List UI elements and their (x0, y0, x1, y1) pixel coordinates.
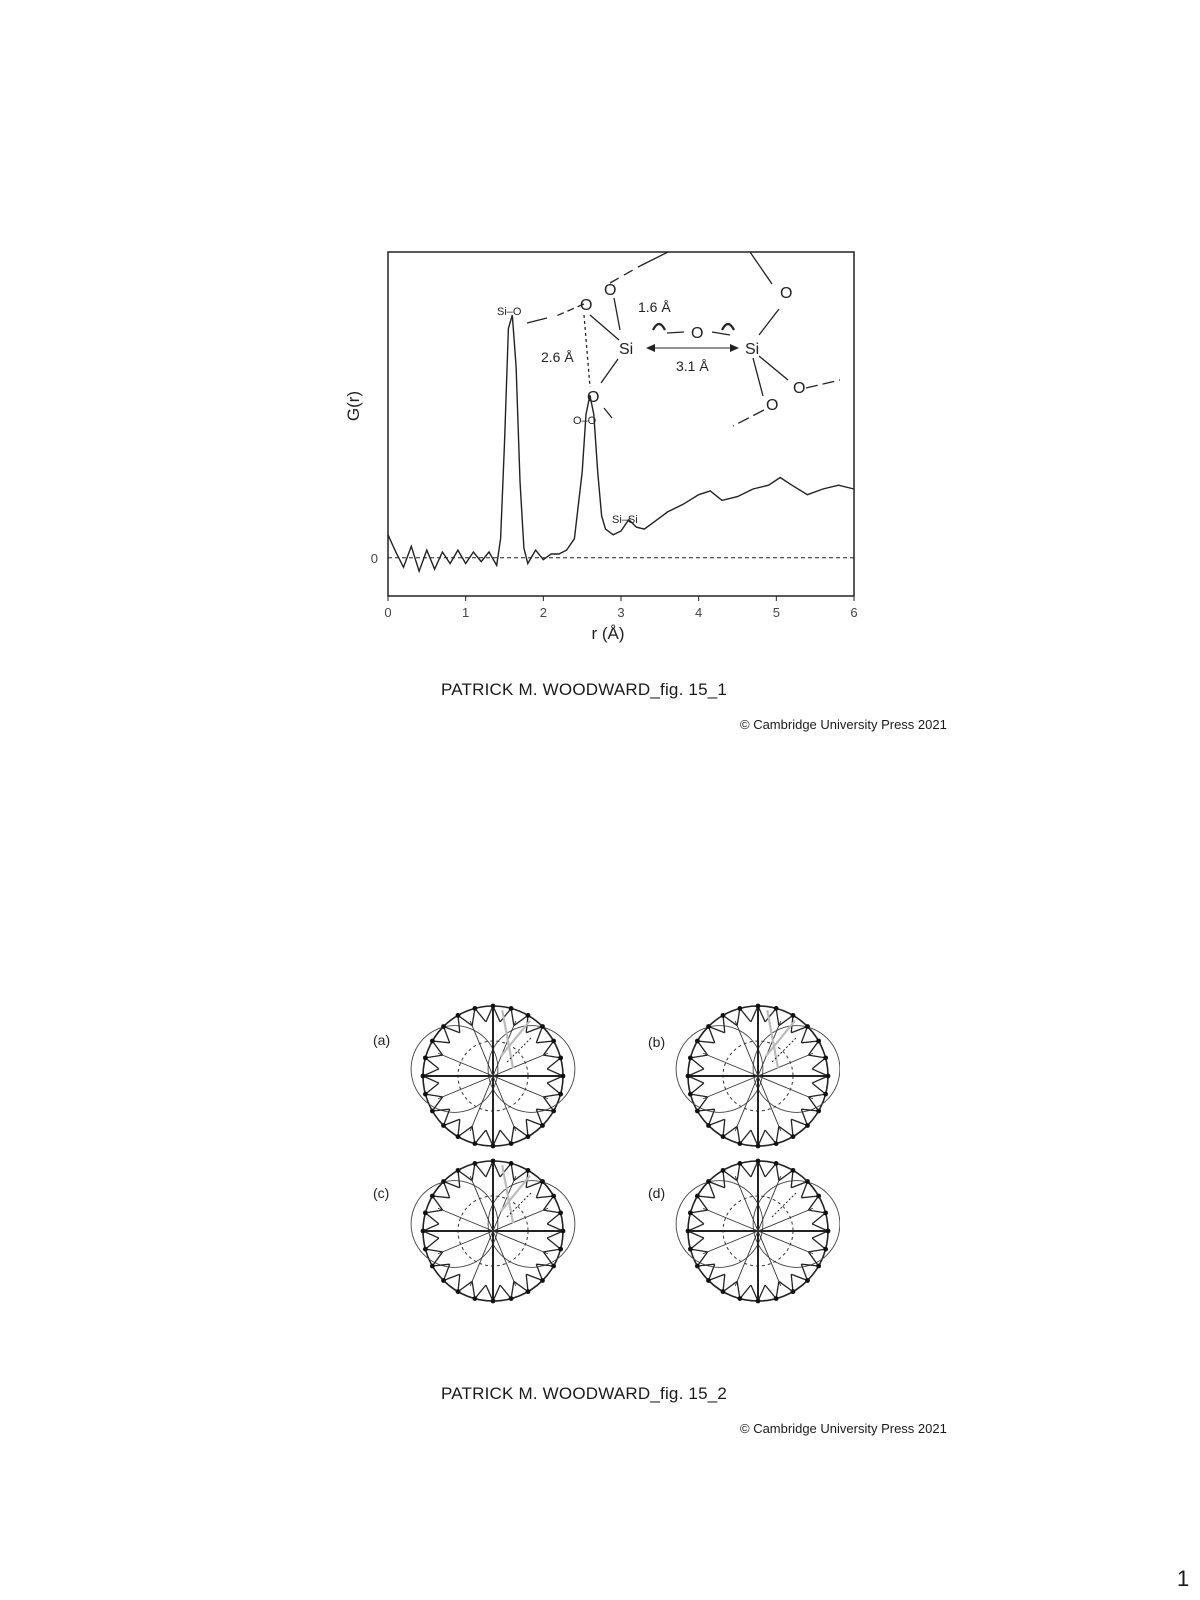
edge-line (432, 1264, 449, 1266)
pole-dot (805, 1123, 810, 1128)
pole-dot (540, 1024, 545, 1029)
edge-line (486, 1130, 493, 1146)
pole-dot (686, 1074, 691, 1079)
peak-label-si-si: Si–Si (612, 514, 638, 526)
pole-dot (823, 1092, 828, 1097)
edge-line (425, 1249, 442, 1252)
pole-dot (688, 1092, 693, 1097)
x-tick-label: 3 (617, 605, 625, 620)
oxygen-atom-label: O (766, 397, 779, 414)
pole-dot (823, 1055, 828, 1060)
edge-line (547, 1058, 560, 1069)
pole-dot (695, 1109, 700, 1114)
edge-line (740, 1285, 751, 1298)
edge-line (690, 1249, 707, 1252)
stereographic-projection-a (411, 1004, 575, 1149)
edge-line (458, 1274, 460, 1291)
edge-line (425, 1210, 442, 1213)
edge-line (547, 1213, 560, 1224)
edge-line (808, 1196, 818, 1210)
pole-dot (706, 1179, 711, 1184)
x-tick-label: 6 (850, 605, 858, 620)
edge-line (458, 1126, 472, 1136)
edge-line (690, 1210, 707, 1213)
edge-line (458, 1281, 472, 1291)
x-axis-title: r (Å) (591, 624, 625, 643)
edge-line (697, 1041, 714, 1043)
edge-line (423, 1069, 439, 1076)
pole-dot (540, 1278, 545, 1283)
edge-line (751, 1161, 758, 1177)
pole-dot (430, 1039, 435, 1044)
figure-15-1-copyright: © Cambridge University Press 2021 (740, 717, 947, 732)
pole-dot (721, 1168, 726, 1173)
stereographic-projection-c (411, 1159, 575, 1304)
figure-15-2-diagram (360, 990, 840, 1310)
pole-dot (558, 1092, 563, 1097)
pole-dot (526, 1289, 531, 1294)
edge-line (740, 1163, 751, 1176)
edge-line (765, 1163, 776, 1176)
pole-dot (509, 1141, 514, 1146)
edge-line (723, 1119, 725, 1136)
pole-dot (526, 1134, 531, 1139)
edge-line (493, 1285, 500, 1301)
edge-line (511, 1008, 514, 1025)
edge-line (779, 1281, 793, 1291)
edge-line (779, 1170, 793, 1180)
pole-dot (430, 1194, 435, 1199)
edge-line (765, 1130, 776, 1143)
edge-line (475, 1130, 486, 1143)
pole-dot (791, 1013, 796, 1018)
edge-line (801, 1041, 818, 1043)
pole-dot (472, 1296, 477, 1301)
edge-line (697, 1109, 714, 1111)
pole-dot (756, 1299, 761, 1304)
x-tick-label: 5 (772, 605, 780, 620)
pole-dot (423, 1247, 428, 1252)
edge-line (500, 1285, 511, 1298)
edge-line (511, 1163, 514, 1180)
pole-dot (456, 1289, 461, 1294)
edge-line (543, 1041, 553, 1055)
edge-line (688, 1069, 704, 1076)
edge-line (690, 1058, 703, 1069)
oxygen-atom-label: O (691, 325, 704, 342)
pole-dot (737, 1296, 742, 1301)
edge-line (812, 1231, 828, 1238)
pole-dot (441, 1278, 446, 1283)
edge-line (526, 1119, 528, 1136)
edge-line (458, 1119, 460, 1136)
edge-line (751, 1006, 758, 1022)
edge-line (808, 1094, 825, 1097)
pole-dot (551, 1109, 556, 1114)
pole-dot (472, 1141, 477, 1146)
pole-dot (774, 1141, 779, 1146)
edge-line (458, 1170, 460, 1187)
x-axis-ticks (384, 596, 857, 620)
edge-line (801, 1109, 818, 1111)
edge-line (723, 1015, 737, 1025)
edge-line (690, 1083, 703, 1094)
panel-label-d: (d) (648, 1185, 666, 1201)
pole-dot (774, 1161, 779, 1166)
edge-line (776, 1126, 779, 1143)
edge-line (514, 1126, 528, 1136)
pole-dot (721, 1013, 726, 1018)
pole-dot (561, 1229, 566, 1234)
edge-line (472, 1281, 475, 1298)
pole-dot (526, 1013, 531, 1018)
edge-line (791, 1274, 793, 1291)
pole-dot (688, 1247, 693, 1252)
edge-line (547, 1231, 563, 1238)
edge-line (808, 1041, 818, 1055)
edge-line (472, 1163, 475, 1180)
edge-line (812, 1058, 825, 1069)
silicon-atom-label: Si (619, 341, 634, 358)
pole-dot (805, 1024, 810, 1029)
edge-line (493, 1161, 500, 1177)
pole-dot (441, 1024, 446, 1029)
edge-line (458, 1015, 460, 1032)
edge-line (812, 1083, 825, 1094)
pole-dot (509, 1296, 514, 1301)
pole-dot (456, 1013, 461, 1018)
edge-line (737, 1008, 740, 1025)
pole-dot (816, 1264, 821, 1269)
edge-line (536, 1109, 553, 1111)
edge-line (543, 1055, 560, 1058)
pole-dot (558, 1210, 563, 1215)
pole-dot (706, 1278, 711, 1283)
edge-line (475, 1163, 486, 1176)
pole-dot (695, 1039, 700, 1044)
edge-line (543, 1249, 560, 1252)
pole-dot (551, 1194, 556, 1199)
pole-dot (816, 1194, 821, 1199)
edge-line (526, 1274, 528, 1291)
edge-line (808, 1210, 825, 1213)
panel-label-c: (c) (373, 1185, 390, 1201)
edge-line (688, 1231, 704, 1238)
pole-dot (551, 1264, 556, 1269)
pole-dot (791, 1134, 796, 1139)
plot-frame (388, 252, 854, 596)
edge-line (723, 1170, 725, 1187)
pole-dot (737, 1141, 742, 1146)
edge-line (751, 1285, 758, 1301)
pole-dot (816, 1039, 821, 1044)
x-tick-label: 4 (695, 605, 703, 620)
figure-15-2-caption: PATRICK M. WOODWARD_fig. 15_2 (441, 1384, 728, 1403)
edge-line (493, 1006, 500, 1022)
edge-line (486, 1161, 493, 1177)
edge-line (536, 1041, 553, 1043)
edge-line (690, 1213, 703, 1224)
edge-line (458, 1170, 472, 1180)
pole-dot (706, 1123, 711, 1128)
pole-dot (823, 1247, 828, 1252)
pole-dot (558, 1247, 563, 1252)
edge-line (812, 1076, 828, 1083)
edge-line (723, 1170, 737, 1180)
silica-structure-inset (527, 252, 840, 426)
edge-line (475, 1285, 486, 1298)
pole-dot (526, 1168, 531, 1173)
edge-line (801, 1264, 818, 1266)
edge-line (690, 1094, 707, 1097)
pole-dot (706, 1024, 711, 1029)
edge-line (723, 1126, 737, 1136)
edge-line (791, 1119, 793, 1136)
pole-dot (491, 1159, 496, 1164)
pole-dot (423, 1092, 428, 1097)
edge-line (812, 1069, 828, 1076)
edge-line (758, 1285, 765, 1301)
pole-dot (816, 1109, 821, 1114)
edge-line (547, 1069, 563, 1076)
edge-line (432, 1196, 449, 1198)
edge-line (697, 1041, 707, 1055)
edge-line (511, 1281, 514, 1298)
pole-dot (686, 1229, 691, 1234)
pole-dot (472, 1161, 477, 1166)
pole-dot (695, 1264, 700, 1269)
page-number: 1 (1177, 1566, 1190, 1591)
pole-dot (826, 1074, 831, 1079)
pole-dot (491, 1144, 496, 1149)
edge-line (765, 1285, 776, 1298)
edge-line (493, 1130, 500, 1146)
x-tick-label: 2 (539, 605, 547, 620)
pole-dot (688, 1055, 693, 1060)
edge-line (758, 1161, 765, 1177)
pole-dot (791, 1289, 796, 1294)
pole-dot (551, 1039, 556, 1044)
edge-line (486, 1285, 493, 1301)
edge-line (740, 1008, 751, 1021)
edge-line (547, 1083, 560, 1094)
figure-15-1-caption: PATRICK M. WOODWARD_fig. 15_1 (441, 680, 728, 699)
oxygen-atom-label: O (580, 297, 593, 314)
edge-line (758, 1130, 765, 1146)
panel-label-a: (a) (373, 1032, 391, 1048)
edge-line (432, 1109, 449, 1111)
edge-line (543, 1210, 560, 1213)
edge-line (547, 1238, 560, 1249)
pole-dot (423, 1055, 428, 1060)
edge-line (425, 1058, 438, 1069)
edge-line (432, 1196, 442, 1210)
pole-dot (737, 1161, 742, 1166)
pole-dot (561, 1074, 566, 1079)
pole-dot (756, 1144, 761, 1149)
edge-line (425, 1055, 442, 1058)
pole-dot (430, 1109, 435, 1114)
edge-line (475, 1008, 486, 1021)
edge-line (776, 1281, 779, 1298)
pole-dot (805, 1278, 810, 1283)
stereographic-projection-b (676, 1004, 840, 1149)
pole-dot (688, 1210, 693, 1215)
edge-line (688, 1224, 704, 1231)
edge-line (423, 1076, 439, 1083)
edge-line (536, 1264, 553, 1266)
pole-dot (456, 1168, 461, 1173)
figure-15-1-chart (330, 240, 870, 650)
y-axis-ticks (371, 551, 378, 566)
si-si-distance-label: 3.1 Å (676, 358, 709, 374)
edge-line (458, 1015, 472, 1025)
edge-line (690, 1055, 707, 1058)
edge-line (514, 1281, 528, 1291)
edge-line (751, 1130, 758, 1146)
edge-line (737, 1126, 740, 1143)
edge-line (808, 1055, 825, 1058)
edge-line (812, 1224, 828, 1231)
pole-dot (441, 1179, 446, 1184)
edge-line (723, 1015, 725, 1032)
panel-label-b: (b) (648, 1034, 666, 1050)
oxygen-atom-label: O (587, 389, 600, 406)
pole-dot (423, 1210, 428, 1215)
pole-dot (491, 1004, 496, 1009)
edge-line (776, 1163, 779, 1180)
pole-dot (695, 1194, 700, 1199)
edge-line (432, 1041, 442, 1055)
edge-line (791, 1170, 793, 1187)
edge-line (500, 1130, 511, 1143)
oxygen-atom-label: O (604, 282, 617, 299)
x-tick-label: 0 (384, 605, 392, 620)
edge-line (472, 1126, 475, 1143)
pole-dot (441, 1123, 446, 1128)
pole-dot (774, 1006, 779, 1011)
edge-line (536, 1196, 553, 1198)
pole-dot (472, 1006, 477, 1011)
edge-line (737, 1163, 740, 1180)
edge-line (511, 1126, 514, 1143)
edge-line (697, 1196, 707, 1210)
dotted-line (772, 1193, 797, 1218)
highlight-line (502, 1010, 513, 1068)
pole-dot (756, 1004, 761, 1009)
pole-dot (456, 1134, 461, 1139)
edge-line (423, 1231, 439, 1238)
edge-line (547, 1224, 563, 1231)
x-tick-label: 1 (462, 605, 470, 620)
pole-dot (421, 1074, 426, 1079)
edge-line (812, 1213, 825, 1224)
edge-line (737, 1281, 740, 1298)
edge-line (723, 1274, 725, 1291)
pole-dot (823, 1210, 828, 1215)
edge-line (486, 1006, 493, 1022)
pole-dot (774, 1296, 779, 1301)
pole-dot (826, 1229, 831, 1234)
stereographic-projection-d (676, 1159, 840, 1304)
highlight-line (767, 1010, 778, 1068)
edge-line (425, 1238, 438, 1249)
oxygen-atom-label: O (780, 285, 793, 302)
edge-line (723, 1281, 737, 1291)
edge-line (779, 1126, 793, 1136)
pole-dot (540, 1179, 545, 1184)
edge-line (740, 1130, 751, 1143)
edge-line (801, 1196, 818, 1198)
edge-line (543, 1094, 560, 1097)
edge-line (697, 1264, 714, 1266)
pole-dot (509, 1161, 514, 1166)
pole-dot (805, 1179, 810, 1184)
edge-line (758, 1006, 765, 1022)
y-tick-label: 0 (370, 550, 378, 566)
edge-line (543, 1196, 553, 1210)
highlight-line (502, 1165, 513, 1223)
pole-dot (540, 1123, 545, 1128)
pole-dot (791, 1168, 796, 1173)
edge-line (547, 1076, 563, 1083)
edge-line (425, 1213, 438, 1224)
edge-line (425, 1083, 438, 1094)
pole-dot (491, 1299, 496, 1304)
y-axis-title: G(r) (344, 390, 363, 422)
edge-line (472, 1008, 475, 1025)
pole-dot (737, 1006, 742, 1011)
edge-line (812, 1238, 825, 1249)
pole-dot (721, 1134, 726, 1139)
silicon-atom-label: Si (745, 341, 760, 358)
edge-line (808, 1249, 825, 1252)
pole-dot (509, 1006, 514, 1011)
edge-line (423, 1224, 439, 1231)
pole-dot (430, 1264, 435, 1269)
figure-15-2-copyright: © Cambridge University Press 2021 (740, 1421, 947, 1436)
edge-line (690, 1238, 703, 1249)
si-o-distance-label: 1.6 Å (638, 299, 671, 315)
pole-dot (756, 1159, 761, 1164)
o-o-distance-label: 2.6 Å (541, 349, 574, 365)
peak-label-si-o: Si–O (497, 306, 522, 318)
pole-dot (558, 1055, 563, 1060)
pole-dot (721, 1289, 726, 1294)
edge-line (688, 1076, 704, 1083)
oxygen-atom-label: O (793, 380, 806, 397)
edge-line (432, 1041, 449, 1043)
edge-line (697, 1196, 714, 1198)
pole-dot (421, 1229, 426, 1234)
edge-line (425, 1094, 442, 1097)
peak-label-o-o: O–O (573, 415, 597, 427)
edge-line (776, 1008, 779, 1025)
